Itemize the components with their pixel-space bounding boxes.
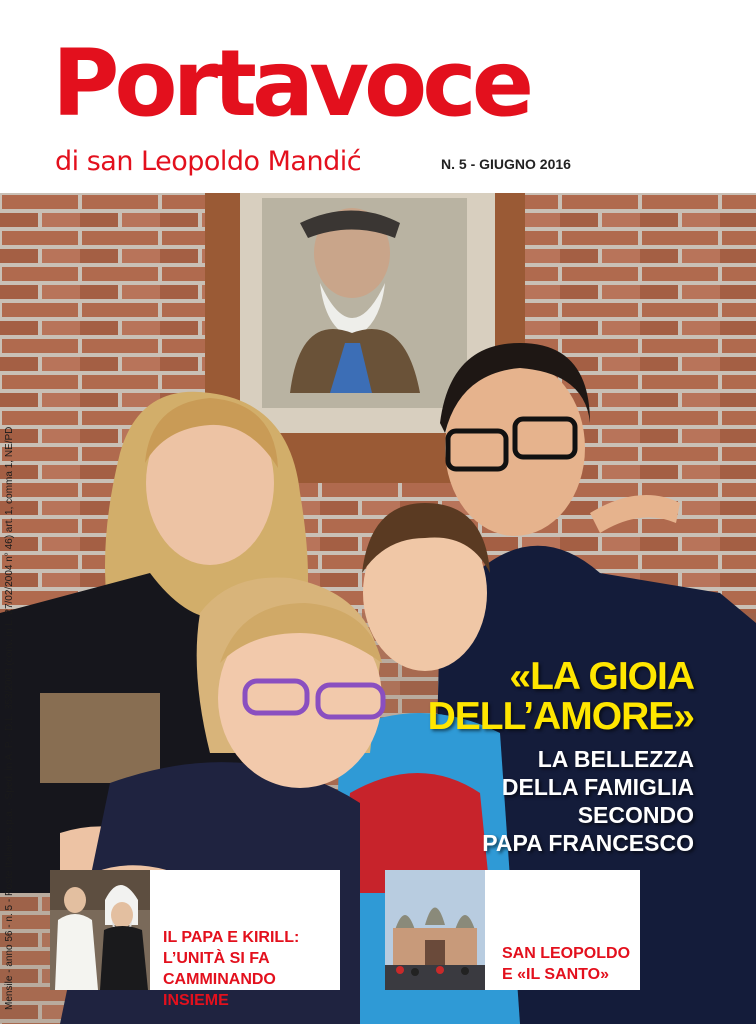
subtitle-line-3: SECONDO	[577, 802, 694, 828]
feature-2-line-2: E «IL SANTO»	[502, 966, 609, 983]
feature-2-line-1: SAN LEOPOLDO	[502, 945, 631, 962]
feature-1-line-3: CAMMINANDO INSIEME	[163, 971, 276, 1009]
postal-info-text: Mensile - anno 56 - n. 5 - Poste Italiane s.p.a. - Sped. in A. P. - D.L. 353/2003 (conv. in L. 27/02/2004 n° 46) art. 1, comma 1, NE/PD	[4, 426, 15, 1010]
headline-line-1: «LA GIOIA	[509, 655, 694, 698]
feature-title-pope-kirill	[163, 927, 340, 1011]
subtitle-line-1: LA BELLEZZA	[537, 746, 694, 772]
basilica-thumbnail	[385, 870, 485, 990]
pope-kirill-thumbnail	[50, 870, 150, 990]
headline-subtitle	[428, 745, 694, 857]
subtitle-line-2: DELLA FAMIGLIA	[501, 774, 694, 800]
subtitle-line-4: PAPA FRANCESCO	[482, 830, 694, 856]
issue-date: N. 5 - GIUGNO 2016	[441, 156, 571, 172]
masthead	[0, 0, 756, 193]
feature-1-line-1: IL PAPA E KIRILL:	[163, 929, 300, 946]
feature-box-pope-kirill[interactable]	[50, 870, 340, 1009]
feature-box-san-leopoldo[interactable]	[385, 870, 640, 990]
headline-line-2: DELL’AMORE»	[427, 695, 694, 738]
cover-headline	[428, 657, 694, 857]
feature-title-san-leopoldo	[502, 943, 630, 985]
magazine-subtitle: di san Leopoldo Mandić	[55, 146, 362, 177]
magazine-logo: Portavoce	[52, 30, 530, 137]
feature-1-line-2: L’UNITÀ SI FA	[163, 950, 270, 967]
